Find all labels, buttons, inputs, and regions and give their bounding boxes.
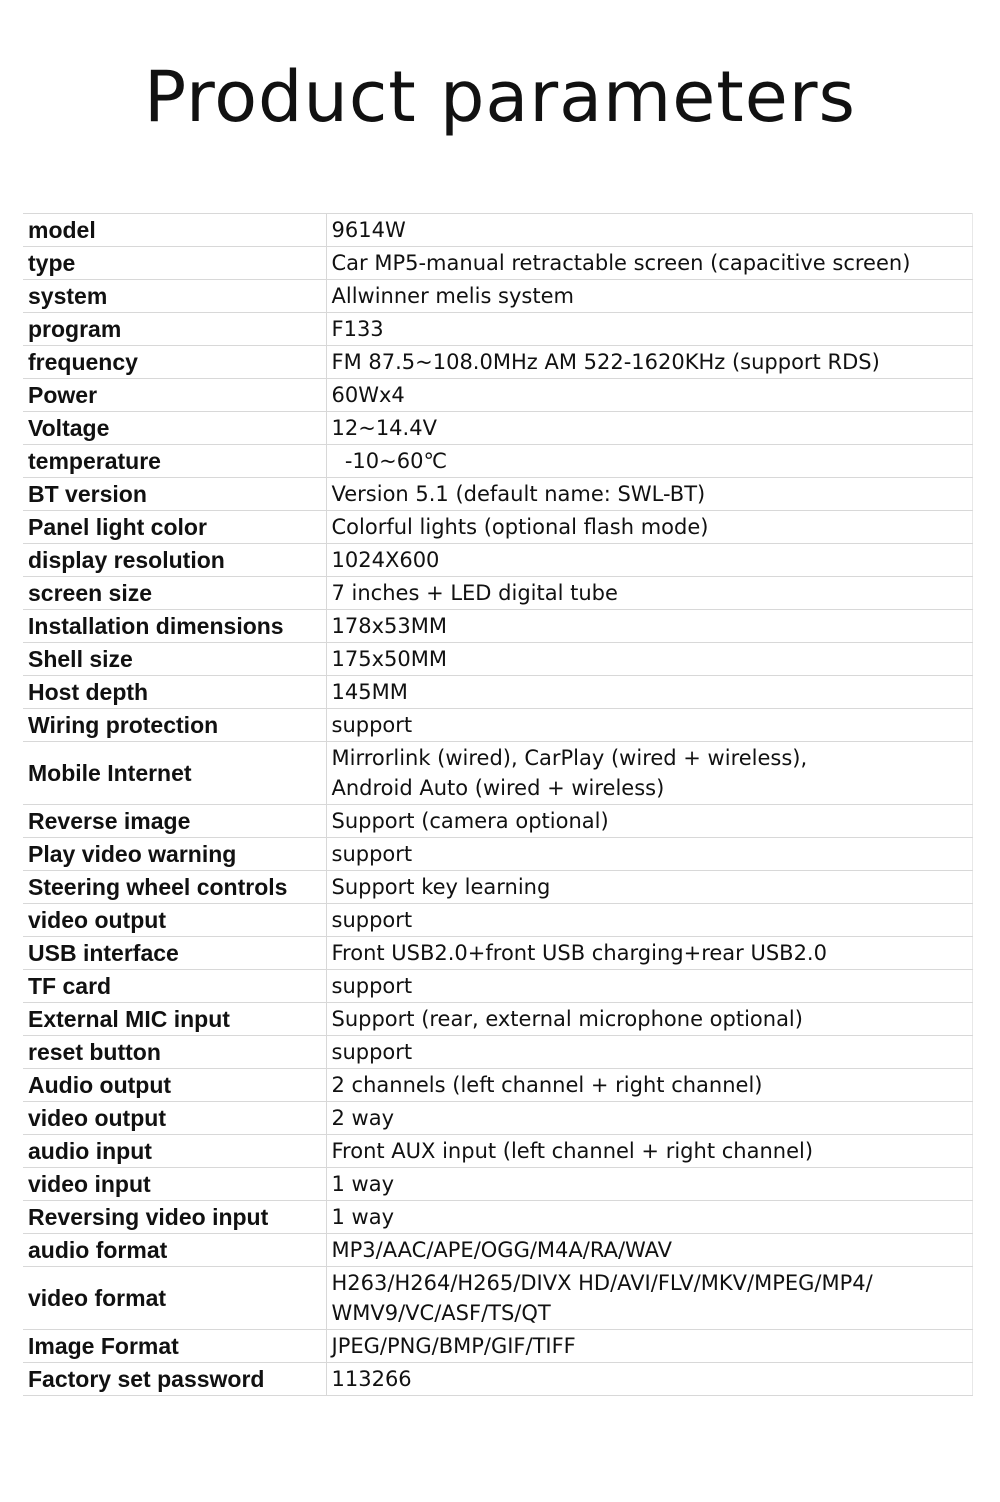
table-row (23, 709, 972, 742)
parameter-value: 145MM (326, 676, 972, 709)
parameter-value: F133 (326, 313, 972, 346)
table-row (23, 544, 972, 577)
parameter-label: TF card (23, 970, 326, 1003)
parameter-label: model (23, 214, 326, 247)
parameter-value: Support key learning (326, 871, 972, 904)
parameter-value: 9614W (326, 214, 972, 247)
parameter-value: 1024X600 (326, 544, 972, 577)
parameter-label: type (23, 247, 326, 280)
parameter-label: Reverse image (23, 805, 326, 838)
parameter-label: video output (23, 1102, 326, 1135)
parameter-label: Image Format (23, 1330, 326, 1363)
table-row (23, 904, 972, 937)
parameter-label: video output (23, 904, 326, 937)
table-row (23, 937, 972, 970)
table-row (23, 247, 972, 280)
parameter-label: temperature (23, 445, 326, 478)
table-row (23, 676, 972, 709)
table-row (23, 511, 972, 544)
parameter-label: video input (23, 1168, 326, 1201)
table-row (23, 805, 972, 838)
parameter-label: Play video warning (23, 838, 326, 871)
parameter-label: Factory set password (23, 1363, 326, 1396)
parameters-table (23, 213, 973, 1396)
page-title: Product parameters (143, 56, 857, 138)
parameter-value: Car MP5-manual retractable screen (capacitive screen) (326, 247, 972, 280)
table-row (23, 1201, 972, 1234)
parameter-value: support (326, 904, 972, 937)
parameter-label: USB interface (23, 937, 326, 970)
parameter-label: Reversing video input (23, 1201, 326, 1234)
table-row (23, 379, 972, 412)
table-row (23, 1168, 972, 1201)
parameter-label: External MIC input (23, 1003, 326, 1036)
parameter-label: audio input (23, 1135, 326, 1168)
table-row (23, 1036, 972, 1069)
table-row (23, 643, 972, 676)
parameter-value: 1 way (326, 1168, 972, 1201)
parameter-value: Colorful lights (optional flash mode) (326, 511, 972, 544)
parameter-label: Steering wheel controls (23, 871, 326, 904)
table-row (23, 346, 972, 379)
parameter-label: Voltage (23, 412, 326, 445)
parameter-label: Audio output (23, 1069, 326, 1102)
parameter-value: support (326, 970, 972, 1003)
parameter-value: JPEG/PNG/BMP/GIF/TIFF (326, 1330, 972, 1363)
table-row (23, 1102, 972, 1135)
table-row (23, 871, 972, 904)
table-row (23, 313, 972, 346)
table-row (23, 280, 972, 313)
parameter-value: 175x50MM (326, 643, 972, 676)
parameter-value: support (326, 1036, 972, 1069)
parameter-label: system (23, 280, 326, 313)
parameter-value: support (326, 838, 972, 871)
table-row (23, 970, 972, 1003)
parameter-value: support (326, 709, 972, 742)
table-row (23, 1363, 972, 1396)
table-row (23, 1069, 972, 1102)
parameter-value: Support (rear, external microphone optional) (326, 1003, 972, 1036)
table-row (23, 577, 972, 610)
parameter-label: screen size (23, 577, 326, 610)
parameter-value: 2 channels (left channel + right channel) (326, 1069, 972, 1102)
table-row (23, 742, 972, 805)
parameter-label: frequency (23, 346, 326, 379)
table-row (23, 1267, 972, 1330)
parameter-value: Support (camera optional) (326, 805, 972, 838)
parameter-label: reset button (23, 1036, 326, 1069)
parameter-label: BT version (23, 478, 326, 511)
parameter-value: 60Wx4 (326, 379, 972, 412)
parameter-label: display resolution (23, 544, 326, 577)
parameter-label: Host depth (23, 676, 326, 709)
parameter-label: Wiring protection (23, 709, 326, 742)
table-row (23, 214, 972, 247)
table-row (23, 445, 972, 478)
parameter-label: Installation dimensions (23, 610, 326, 643)
parameter-value: 178x53MM (326, 610, 972, 643)
table-row (23, 610, 972, 643)
parameter-label: Panel light color (23, 511, 326, 544)
parameter-label: program (23, 313, 326, 346)
parameter-label: Shell size (23, 643, 326, 676)
parameter-value: 1 way (326, 1201, 972, 1234)
parameter-value: FM 87.5~108.0MHz AM 522-1620KHz (support RDS) (326, 346, 972, 379)
table-row (23, 1003, 972, 1036)
parameter-value: Allwinner melis system (326, 280, 972, 313)
parameter-value: 7 inches + LED digital tube (326, 577, 972, 610)
parameter-value: 2 way (326, 1102, 972, 1135)
parameter-value: Mirrorlink (wired), CarPlay (wired + wireless), Android Auto (wired + wireless) (326, 742, 972, 805)
parameter-value: 113266 (326, 1363, 972, 1396)
parameter-value: 12~14.4V (326, 412, 972, 445)
parameter-value: Front USB2.0+front USB charging+rear USB2.0 (326, 937, 972, 970)
parameter-label: video format (23, 1267, 326, 1330)
table-row (23, 478, 972, 511)
parameter-label: audio format (23, 1234, 326, 1267)
parameter-value: Front AUX input (left channel + right channel) (326, 1135, 972, 1168)
parameter-label: Power (23, 379, 326, 412)
table-row (23, 838, 972, 871)
parameter-value: Version 5.1 (default name: SWL-BT) (326, 478, 972, 511)
table-row (23, 412, 972, 445)
table-row (23, 1234, 972, 1267)
table-row (23, 1330, 972, 1363)
parameter-value: H263/H264/H265/DIVX HD/AVI/FLV/MKV/MPEG/MP4/ WMV9/VC/ASF/TS/QT (326, 1267, 972, 1330)
parameter-value: -10~60℃ (326, 445, 972, 478)
parameter-value: MP3/AAC/APE/OGG/M4A/RA/WAV (326, 1234, 972, 1267)
table-row (23, 1135, 972, 1168)
parameter-label: Mobile Internet (23, 742, 326, 805)
